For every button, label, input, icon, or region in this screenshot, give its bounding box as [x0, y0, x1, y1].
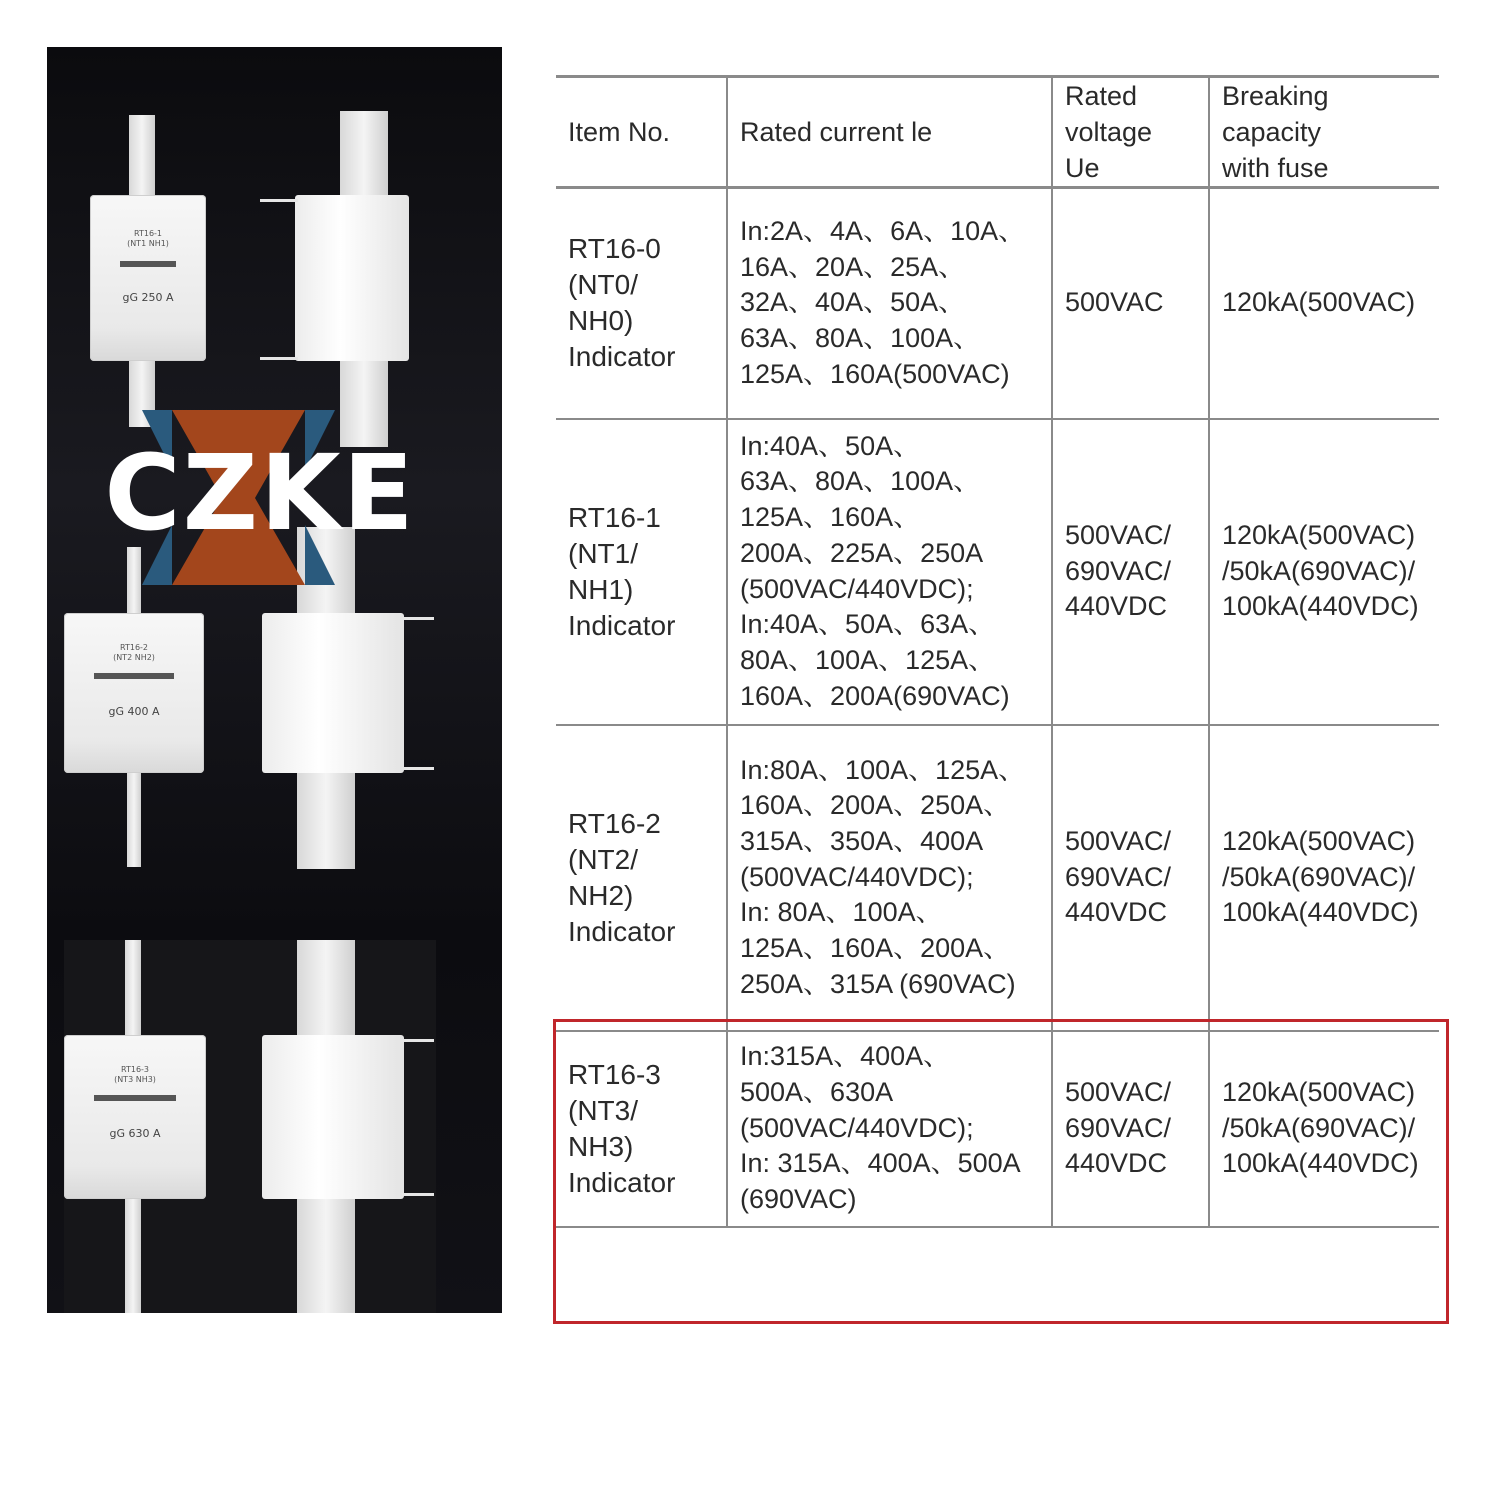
- cell-rated-voltage: 500VAC/ 690VAC/ 440VDC: [1052, 1031, 1209, 1227]
- table-row: [556, 725, 1439, 1031]
- cell-rated-current: In:80A、100A、125A、 160A、200A、250A、 315A、350A、400A (500VAC/440VDC); In: 80A、100A、 125A、160A、200A、 250A、315A (690VAC): [727, 725, 1052, 1031]
- cell-item-no: RT16-1 (NT1/ NH1) Indicator: [556, 419, 727, 725]
- fuse-flange: [260, 199, 298, 202]
- product-image-panel: [47, 47, 502, 1313]
- fuse-model-label: RT16-2: [119, 643, 149, 652]
- header-rated-voltage: Rated voltage Ue: [1052, 77, 1209, 188]
- fuse-sub-label: (NT3 NH3): [114, 1075, 156, 1084]
- fuse-rating-strip: [120, 261, 176, 267]
- fuse-model-label: RT16-1: [133, 229, 163, 238]
- cell-breaking-capacity: 120kA(500VAC): [1209, 188, 1439, 419]
- fuse-body-front: [64, 1035, 206, 1199]
- fuse-body-side: [262, 1035, 404, 1199]
- fuse-blade: [125, 1195, 141, 1313]
- fuse-body-side: [295, 195, 409, 361]
- cell-item-no: RT16-3 (NT3/ NH3) Indicator: [556, 1031, 727, 1227]
- fuse-blade: [125, 940, 141, 1038]
- table-row: [556, 419, 1439, 725]
- fuse-flange: [402, 1039, 434, 1042]
- fuse-flange: [402, 1193, 434, 1196]
- highlight-box: [553, 1019, 1449, 1324]
- fuse-flange: [260, 357, 298, 360]
- fuse-sub-label: (NT2 NH2): [113, 653, 155, 662]
- cell-rated-voltage: 500VAC/ 690VAC/ 440VDC: [1052, 419, 1209, 725]
- fuse-sub-label: (NT1 NH1): [127, 239, 169, 248]
- header-rated-current: Rated current le: [727, 77, 1052, 188]
- brand-logo-text: CZKE: [104, 432, 416, 554]
- fuse-rating-label: gG 400 A: [108, 705, 160, 718]
- fuse-flange: [402, 767, 434, 770]
- header-item-no: Item No.: [556, 77, 727, 188]
- fuse-blade: [297, 940, 355, 1038]
- fuse-rating-label: gG 630 A: [109, 1127, 161, 1140]
- fuse-flange: [402, 617, 434, 620]
- fuse-rating-strip: [94, 1095, 176, 1101]
- cell-rated-current: In:40A、50A、 63A、80A、100A、 125A、160A、 200A、225A、250A (500VAC/440VDC); In:40A、50A、63A、 80A、100A、125A、 160A、200A(690VAC): [727, 419, 1052, 725]
- cell-item-no: RT16-0 (NT0/ NH0) Indicator: [556, 188, 727, 419]
- fuse-blade: [340, 111, 388, 201]
- fuse-blade: [297, 765, 355, 869]
- cell-rated-voltage: 500VAC/ 690VAC/ 440VDC: [1052, 725, 1209, 1031]
- cell-rated-current: In:2A、4A、6A、10A、 16A、20A、25A、 32A、40A、50A、 63A、80A、100A、 125A、160A(500VAC): [727, 188, 1052, 419]
- fuse-rating-strip: [94, 673, 174, 679]
- header-breaking-capacity: Breaking capacity with fuse: [1209, 77, 1439, 188]
- cell-rated-voltage: 500VAC: [1052, 188, 1209, 419]
- fuse-blade: [129, 115, 155, 197]
- table-row: [556, 188, 1439, 419]
- cell-breaking-capacity: 120kA(500VAC) /50kA(690VAC)/ 100kA(440VDC): [1209, 1031, 1439, 1227]
- fuse-body-front: [90, 195, 206, 361]
- fuse-rating-label: gG 250 A: [122, 291, 174, 304]
- cell-item-no: RT16-2 (NT2/ NH2) Indicator: [556, 725, 727, 1031]
- fuse-body-side: [262, 613, 404, 773]
- cell-breaking-capacity: 120kA(500VAC) /50kA(690VAC)/ 100kA(440VDC): [1209, 419, 1439, 725]
- brand-logo: [80, 410, 440, 585]
- table-header-row: [556, 77, 1439, 188]
- fuse-model-label: RT16-3: [120, 1065, 150, 1074]
- cell-breaking-capacity: 120kA(500VAC) /50kA(690VAC)/ 100kA(440VDC): [1209, 725, 1439, 1031]
- cell-rated-current: In:315A、400A、 500A、630A (500VAC/440VDC); In: 315A、400A、500A (690VAC): [727, 1031, 1052, 1227]
- fuse-blade: [127, 767, 141, 867]
- fuse-body-front: [64, 613, 204, 773]
- fuse-blade: [297, 1195, 355, 1313]
